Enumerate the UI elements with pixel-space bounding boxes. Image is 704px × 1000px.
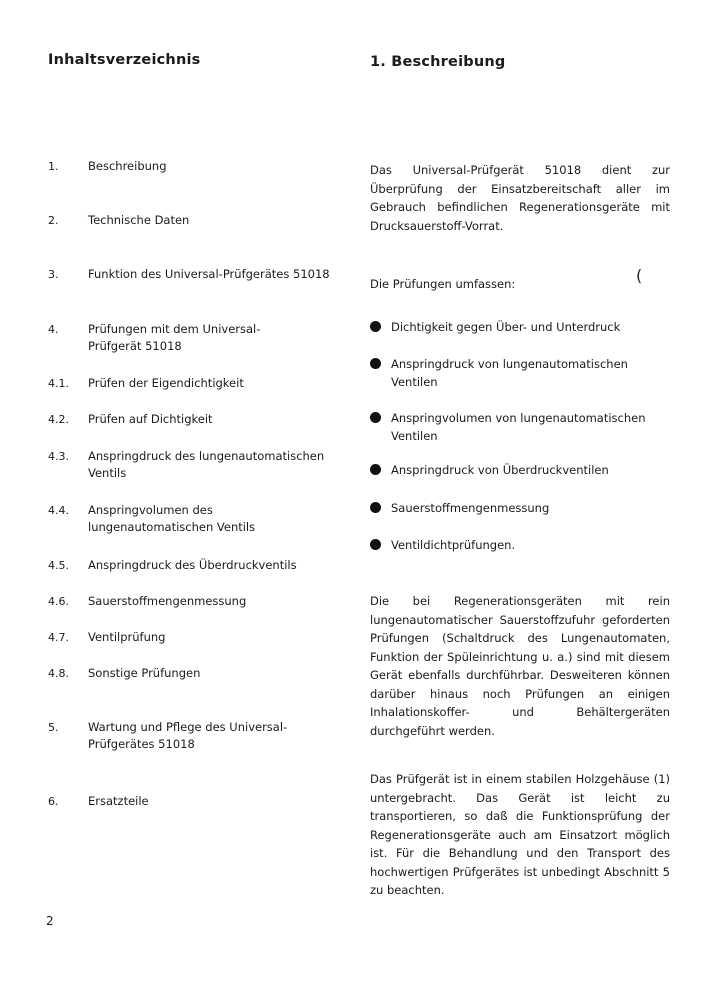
- toc-entry-title: Sauerstoffmengenmessung: [88, 594, 247, 608]
- bullet-text: Anspringdruck von lungenautomatischen Ventilen: [391, 357, 628, 389]
- description-paragraph: Das Prüfgerät ist in einem stabilen Holzgehäuse (1) untergebracht. Das Gerät ist leicht zu transportieren, so daß die Funktionsprüfung der Regenerationsgeräte auch am Einsatzort möglich ist. Für die Behandlung und den Transport des hochwertigen Prüfgerätes ist unbedingt Abschnitt 5 zu beachten.: [370, 772, 670, 897]
- toc-entry-number: 4.7.: [48, 631, 69, 644]
- toc-entry-title: Beschreibung: [88, 159, 167, 173]
- toc-entry-title: Technische Daten: [88, 213, 190, 227]
- description-paragraph: Das Universal-Prüfgerät 51018 dient zur Überprüfung der Einsatzbereitschaft aller im Gebrauch befindlichen Regenerationsgeräte mit Drucksauerstoff-Vorrat.: [370, 163, 670, 233]
- toc-entry-title: Wartung und Pflege des Universal-Prüfgerätes 51018: [88, 720, 288, 751]
- toc-entry-title: Sonstige Prüfungen: [88, 666, 201, 680]
- toc-entry-number: 3.: [48, 268, 59, 281]
- toc-entry-number: 4.: [48, 323, 59, 336]
- toc-entry-title: Funktion des Universal-Prüfgerätes 51018: [88, 267, 330, 281]
- toc-entry-number: 1.: [48, 160, 59, 173]
- scan-artifact-mark: (: [636, 266, 643, 285]
- toc-entry-number: 4.1.: [48, 377, 69, 390]
- toc-entry-title: Ersatzteile: [88, 794, 149, 808]
- toc-entry-number: 5.: [48, 721, 59, 734]
- toc-entry-number: 2.: [48, 214, 59, 227]
- bullet-text: Sauerstoffmengenmessung: [391, 501, 550, 515]
- toc-entry-number: 6.: [48, 795, 59, 808]
- bullet-dot-icon: [370, 358, 381, 369]
- bullet-dot-icon: [370, 539, 381, 550]
- bullet-text: Dichtigkeit gegen Über- und Unterdruck: [391, 320, 621, 334]
- bullet-dot-icon: [370, 502, 381, 513]
- description-paragraph: Die bei Regenerationsgeräten mit rein lungenautomatischer Sauerstoffzufuhr geforderten Prüfungen (Schaltdruck des Lungenautomaten, Funktion der Spüleinrichtung u. a.) sind mit diesem Gerät ebenfalls durchführbar. Desweiteren können darüber hinaus noch Prüfungen an einigen Inhalationskoffer- und Behältergeräten durchgeführt werden.: [370, 594, 670, 738]
- toc-entry-number: 4.2.: [48, 413, 69, 426]
- toc-entry-title: Prüfen der Eigendichtigkeit: [88, 376, 244, 390]
- tests-intro: Die Prüfungen umfassen:: [370, 277, 516, 291]
- toc-entry-title: Anspringdruck des Überdruckventils: [88, 558, 297, 572]
- page-number: 2: [46, 914, 54, 928]
- toc-entry-number: 4.4.: [48, 504, 69, 517]
- bullet-text: Anspringdruck von Überdruckventilen: [391, 463, 609, 477]
- toc-entry-number: 4.8.: [48, 667, 69, 680]
- bullet-dot-icon: [370, 464, 381, 475]
- toc-entry-title: Anspringvolumen des lungenautomatischen Ventils: [88, 503, 256, 534]
- toc-heading: Inhaltsverzeichnis: [48, 52, 201, 68]
- section-heading: 1. Beschreibung: [370, 54, 506, 70]
- bullet-dot-icon: [370, 321, 381, 332]
- toc-entry-number: 4.6.: [48, 595, 69, 608]
- toc-entry-number: 4.3.: [48, 450, 69, 463]
- toc-entry-title: Prüfungen mit dem Universal- Prüfgerät 51018: [88, 322, 261, 353]
- toc-entry-number: 4.5.: [48, 559, 69, 572]
- bullet-dot-icon: [370, 412, 381, 423]
- toc-entry-title: Prüfen auf Dichtigkeit: [88, 412, 213, 426]
- toc-entry-title: Anspringdruck des lungenautomatischen Ventils: [88, 449, 325, 480]
- bullet-text: Anspringvolumen von lungenautomatischen Ventilen: [391, 411, 646, 443]
- bullet-text: Ventildichtprüfungen.: [391, 538, 516, 552]
- toc-entry-title: Ventilprüfung: [88, 630, 166, 644]
